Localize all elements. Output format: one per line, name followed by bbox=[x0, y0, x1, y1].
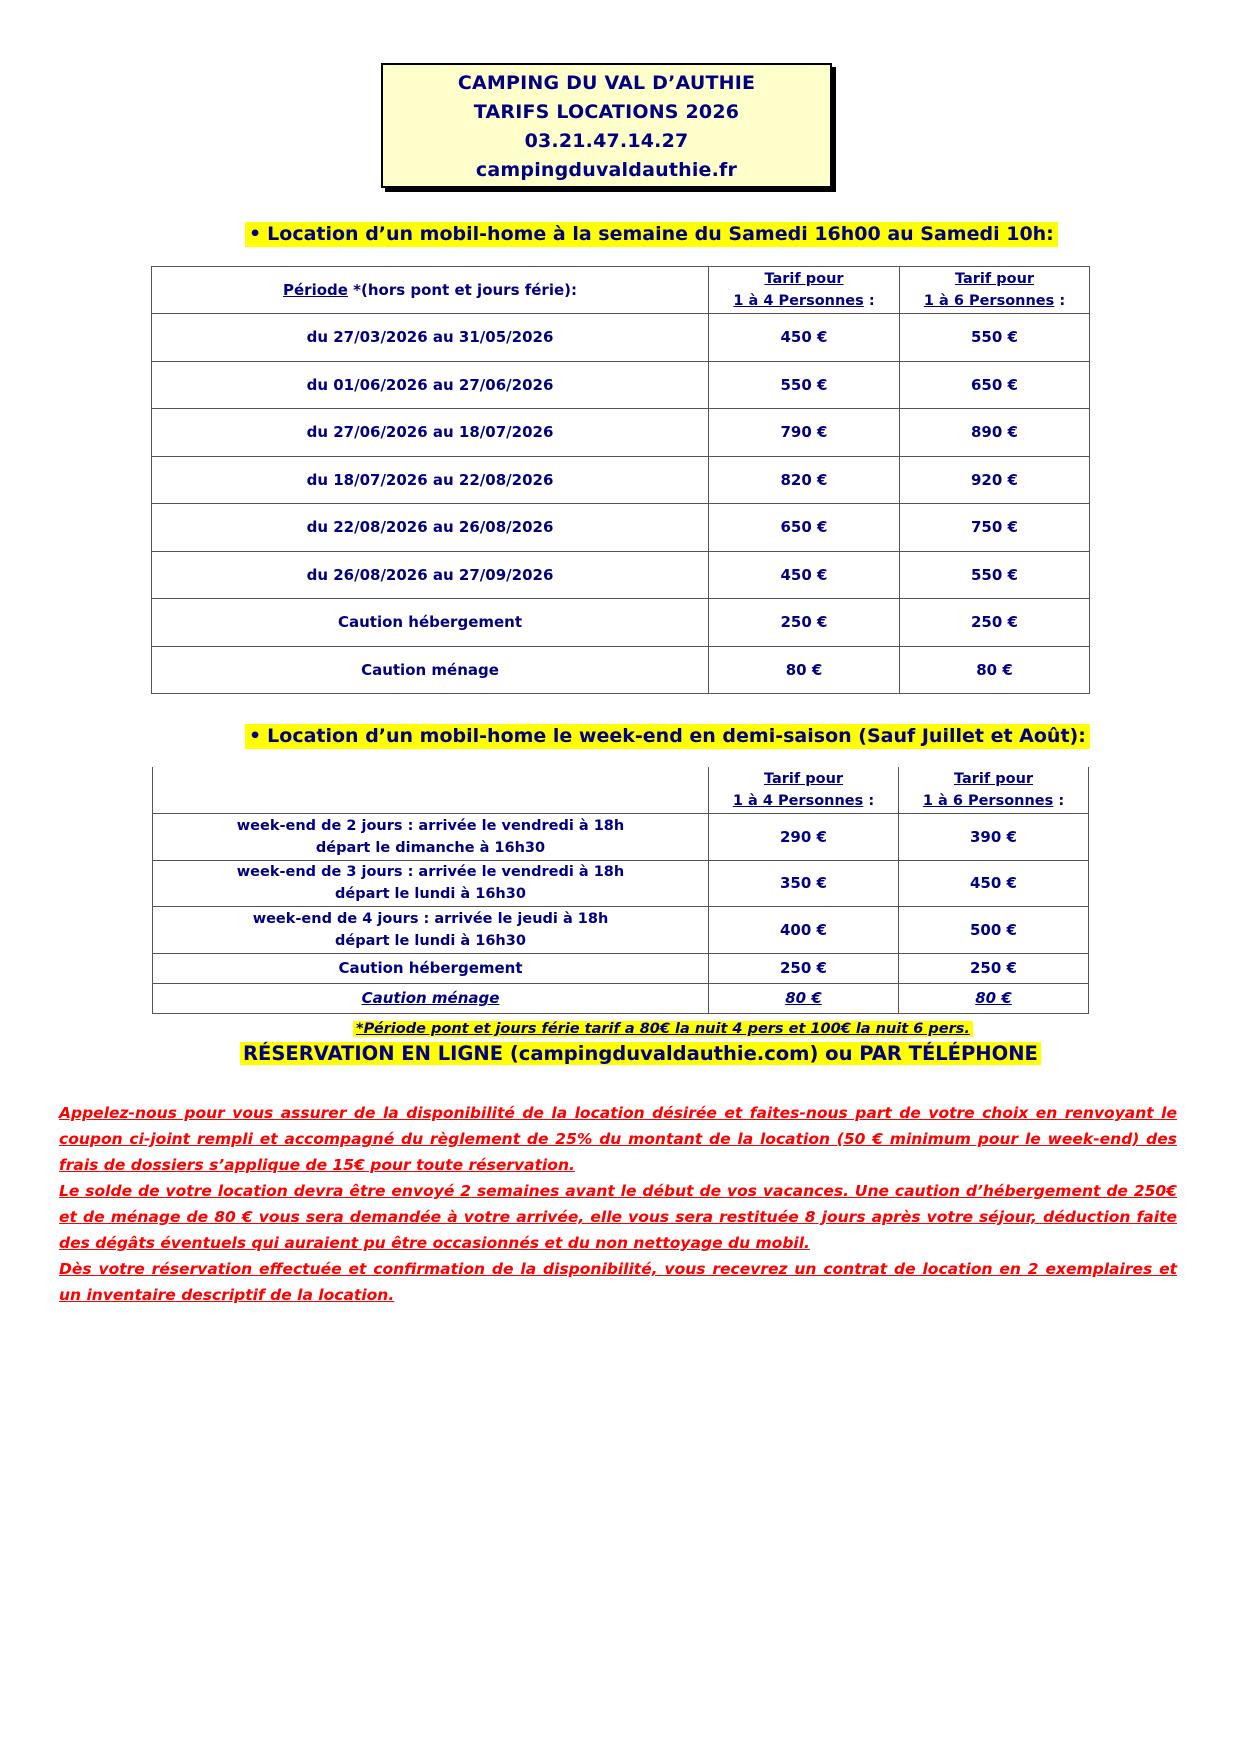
price-6-cell: 80 € bbox=[900, 646, 1090, 694]
price-4-cell: 790 € bbox=[709, 409, 900, 457]
phone-number: 03.21.47.14.27 bbox=[524, 130, 689, 152]
weekly-heading-text: Location d’un mobil-home à la semaine du Samedi 16h00 au Samedi 10h: bbox=[267, 223, 1054, 245]
deposit-cleaning-row bbox=[153, 983, 1089, 1013]
price-6-cell: 550 € bbox=[900, 551, 1090, 599]
departure-text: départ le dimanche à 16h30 bbox=[315, 839, 546, 856]
booking-notes bbox=[59, 1100, 1177, 1308]
price-6-cell: 550 € bbox=[900, 314, 1090, 362]
period-cell: du 27/06/2026 au 18/07/2026 bbox=[152, 409, 709, 457]
price-6-cell: 80 € bbox=[899, 983, 1089, 1013]
price-6-cell: 750 € bbox=[900, 504, 1090, 552]
table-row bbox=[152, 409, 1090, 457]
price-6-cell: 250 € bbox=[900, 599, 1090, 647]
weekend-period-cell bbox=[153, 907, 709, 954]
price-4-cell: 350 € bbox=[709, 860, 899, 907]
period-note: *(hors pont et jours férie): bbox=[347, 281, 577, 299]
price-4-cell: 650 € bbox=[709, 504, 900, 552]
departure-text: départ le lundi à 16h30 bbox=[335, 886, 526, 903]
period-cell: du 26/08/2026 au 27/09/2026 bbox=[152, 551, 709, 599]
deposit-cleaning-row bbox=[152, 646, 1090, 694]
colon: : bbox=[1054, 293, 1066, 309]
price-6-cell: 920 € bbox=[900, 456, 1090, 504]
camping-name: CAMPING DU VAL D’AUTHIE bbox=[457, 72, 756, 94]
price-4-cell: 250 € bbox=[709, 953, 899, 983]
price-6-cell: 450 € bbox=[899, 860, 1089, 907]
table-header-row bbox=[153, 767, 1089, 814]
tariff-6-header bbox=[899, 767, 1089, 814]
tariff-4-header bbox=[709, 767, 899, 814]
tariff-6-header bbox=[900, 267, 1090, 314]
tariff-4-line1: Tarif pour bbox=[763, 771, 844, 787]
tariff-6-line2: 1 à 6 Personnes bbox=[923, 293, 1055, 309]
table-row bbox=[153, 860, 1089, 907]
price-4-cell: 820 € bbox=[709, 456, 900, 504]
weekend-tariff-table bbox=[152, 767, 1089, 1014]
price-4-cell: 290 € bbox=[709, 814, 899, 861]
holiday-footnote: *Période pont et jours férie tarif a 80€ la nuit 4 pers et 100€ la nuit 6 pers. bbox=[353, 1021, 973, 1037]
tariff-4-line2: 1 à 4 Personnes bbox=[733, 293, 864, 309]
tariff-4-header bbox=[709, 267, 900, 314]
note-paragraph: Dès votre réservation effectuée et confirmation de la disponibilité, vous recevrez un contrat de location en 2 exemplaires et un inventaire descriptif de la location. bbox=[59, 1260, 1177, 1304]
document-title: TARIFS LOCATIONS 2026 bbox=[473, 101, 740, 123]
price-4-cell: 550 € bbox=[709, 361, 900, 409]
price-4-cell: 450 € bbox=[709, 314, 900, 362]
website: campingduvaldauthie.fr bbox=[475, 159, 738, 181]
price-6-cell: 650 € bbox=[900, 361, 1090, 409]
deposit-cleaning-label: Caution ménage bbox=[153, 983, 709, 1013]
note-paragraph: Le solde de votre location devra être envoyé 2 semaines avant le début de vos vacances. Une caution d’hébergement de 250€ et de ménage de 80 € vous sera demandée à votre arrivée, elle vous sera restituée 8 jours après votre séjour, déduction faite des dégâts éventuels qui auraient pu être occasionnés et du non nettoyage du mobil. bbox=[59, 1182, 1177, 1252]
period-header bbox=[152, 267, 709, 314]
reservation-banner: RÉSERVATION EN LIGNE (campingduvaldauthie.com) ou PAR TÉLÉPHONE bbox=[240, 1042, 1041, 1065]
note-paragraph: Appelez-nous pour vous assurer de la disponibilité de la location désirée et faites-nous part de votre choix en renvoyant le coupon ci-joint rempli et accompagné du règlement de 25% du montant de la location (50 € minimum pour le week-end) des frais de dossiers s’applique de 15€ pour toute réservation. bbox=[59, 1104, 1177, 1174]
weekend-period-cell bbox=[153, 860, 709, 907]
weekend-heading-text: Location d’un mobil-home le week-end en demi-saison (Sauf Juillet et Août): bbox=[267, 725, 1086, 747]
period-cell: du 22/08/2026 au 26/08/2026 bbox=[152, 504, 709, 552]
table-row bbox=[152, 456, 1090, 504]
tariff-6-line1: Tarif pour bbox=[954, 271, 1035, 287]
period-label: Période bbox=[283, 281, 348, 299]
table-row bbox=[153, 814, 1089, 861]
price-6-cell: 250 € bbox=[899, 953, 1089, 983]
period-cell: du 01/06/2026 au 27/06/2026 bbox=[152, 361, 709, 409]
arrival-text: week-end de 4 jours : arrivée le jeudi à 18h bbox=[252, 910, 609, 927]
tariff-4-line2: 1 à 4 Personnes bbox=[732, 793, 864, 809]
deposit-cleaning-label: Caution ménage bbox=[152, 646, 709, 694]
arrival-text: week-end de 3 jours : arrivée le vendredi à 18h bbox=[236, 864, 625, 881]
weekend-heading bbox=[245, 724, 1090, 749]
deposit-housing-label: Caution hébergement bbox=[152, 599, 709, 647]
tariff-6-line2: 1 à 6 Personnes bbox=[922, 793, 1054, 809]
price-4-cell: 250 € bbox=[709, 599, 900, 647]
table-row bbox=[152, 504, 1090, 552]
price-4-cell: 400 € bbox=[709, 907, 899, 954]
table-row bbox=[152, 314, 1090, 362]
price-4-cell: 450 € bbox=[709, 551, 900, 599]
tariff-4-line1: Tarif pour bbox=[764, 271, 844, 287]
bullet-icon: • bbox=[249, 223, 262, 245]
period-cell: du 18/07/2026 au 22/08/2026 bbox=[152, 456, 709, 504]
deposit-housing-row bbox=[153, 953, 1089, 983]
bullet-icon: • bbox=[249, 725, 262, 747]
price-4-cell: 80 € bbox=[709, 983, 899, 1013]
table-row bbox=[153, 907, 1089, 954]
table-row bbox=[152, 551, 1090, 599]
deposit-housing-label: Caution hébergement bbox=[153, 953, 709, 983]
weekly-tariff-table bbox=[151, 266, 1090, 694]
period-cell: du 27/03/2026 au 31/05/2026 bbox=[152, 314, 709, 362]
arrival-text: week-end de 2 jours : arrivée le vendredi à 18h bbox=[236, 817, 625, 834]
departure-text: départ le lundi à 16h30 bbox=[335, 932, 526, 949]
price-6-cell: 500 € bbox=[899, 907, 1089, 954]
colon: : bbox=[863, 293, 875, 309]
title-box bbox=[381, 63, 832, 188]
deposit-housing-row bbox=[152, 599, 1090, 647]
table-row bbox=[152, 361, 1090, 409]
table-header-row bbox=[152, 267, 1090, 314]
empty-header bbox=[153, 767, 709, 814]
tariff-6-line1: Tarif pour bbox=[953, 771, 1034, 787]
price-4-cell: 80 € bbox=[709, 646, 900, 694]
weekend-period-cell bbox=[153, 814, 709, 861]
price-6-cell: 390 € bbox=[899, 814, 1089, 861]
price-6-cell: 890 € bbox=[900, 409, 1090, 457]
weekly-heading bbox=[245, 222, 1058, 247]
colon: : bbox=[1053, 793, 1065, 809]
colon: : bbox=[863, 793, 875, 809]
